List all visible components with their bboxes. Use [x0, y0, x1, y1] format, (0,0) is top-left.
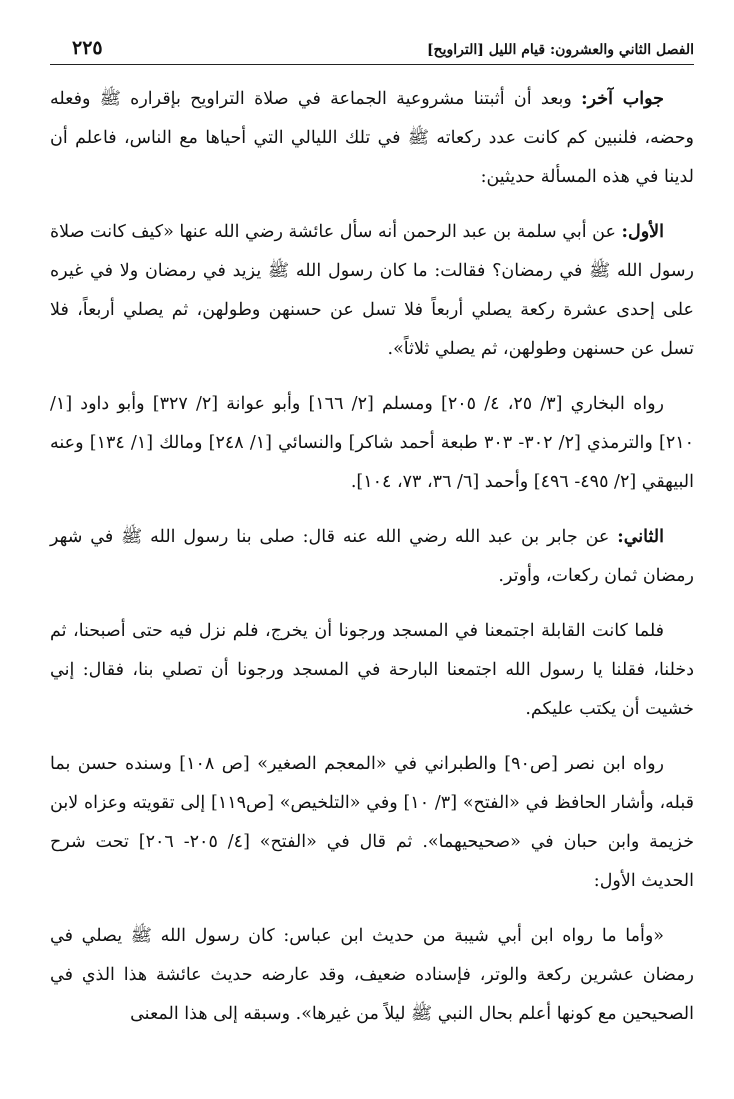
- paragraph: [50, 80, 694, 197]
- paragraph-lead: الأول:: [621, 222, 664, 242]
- paragraph-text: عن أبي سلمة بن عبد الرحمن أنه سأل عائشة رضي الله عنها «كيف كانت صلاة رسول الله ﷺ في رمضان؟ فقالت: ما كان رسول الله ﷺ يزيد في رمضان ولا في غيره على إحدى عشرة ركعة يصلي أربعاً فلا تسل عن حسنهن وطولهن، ثم يصلي أربعاً، فلا تسل عن حسنهن وطولهن، ثم يصلي ثلاثاً».: [50, 222, 694, 359]
- paragraph-text: رواه ابن نصر [ص٩٠] والطبراني في «المعجم الصغير» [ص ١٠٨] وسنده حسن بما قبله، وأشار الحافظ في «الفتح» [٣/ ١٠] وفي «التلخيص» [ص١١٩] إلى تقويته وعزاه لابن خزيمة وابن حبان في «صحيحيهما». ثم قال في «الفتح» [٤/ ٢٠٥- ٢٠٦] تحت شرح الحديث الأول:: [50, 754, 695, 891]
- paragraph-text: عن جابر بن عبد الله رضي الله عنه قال: صلى بنا رسول الله ﷺ في شهر رمضان ثمان ركعات، وأوتر.: [50, 527, 694, 586]
- paragraph: [50, 917, 694, 1034]
- paragraph-lead: جواب آخر:: [581, 89, 664, 109]
- paragraph: [50, 213, 694, 369]
- body-text: [50, 80, 694, 1044]
- paragraph-text: وبعد أن أثبتنا مشروعية الجماعة في صلاة التراويح بإقراره ﷺ وفعله وحضه، فلنبين كم كانت عدد ركعاته ﷺ في تلك الليالي التي أحياها مع الناس، فاعلم أن لدينا في هذه المسألة حديثين:: [50, 89, 694, 187]
- page-header: [50, 30, 694, 65]
- paragraph-text: رواه البخاري [٣/ ٢٥، ٤/ ٢٠٥] ومسلم [٢/ ١٦٦] وأبو عوانة [٢/ ٣٢٧] وأبو داود [١/ ٢١٠] والترمذي [٢/ ٣٠٢- ٣٠٣ طبعة أحمد شاكر] والنسائي [١/ ٢٤٨] ومالك [١/ ١٣٤] وعنه البيهقي [٢/ ٤٩٥- ٤٩٦] وأحمد [٦/ ٣٦، ٧٣، ١٠٤].: [50, 394, 695, 492]
- paragraph: [50, 612, 694, 729]
- paragraph-text: فلما كانت القابلة اجتمعنا في المسجد ورجونا أن يخرج، فلم نزل فيه حتى أصبحنا، ثم دخلنا، فقلنا يا رسول الله اجتمعنا البارحة في المسجد ورجونا أن تصلي بنا، فقال: إني خشيت أن يكتب عليكم.: [50, 621, 694, 719]
- paragraph: [50, 745, 694, 901]
- running-head: الفصل الثاني والعشرون: قيام الليل [التراويح]: [426, 42, 694, 58]
- paragraph: [50, 518, 694, 596]
- paragraph: [50, 385, 694, 502]
- paragraph-text: «وأما ما رواه ابن أبي شيبة من حديث ابن عباس: كان رسول الله ﷺ يصلي في رمضان عشرين ركعة والوتر، فإسناده ضعيف، وقد عارضه حديث عائشة هذا الذي في الصحيحين مع كونها أعلم بحال النبي ﷺ ليلاً من غيرها». وسبقه إلى هذا المعنى: [50, 926, 694, 1024]
- paragraph-lead: الثاني:: [617, 527, 664, 547]
- page-number: ٢٢٥: [72, 37, 103, 59]
